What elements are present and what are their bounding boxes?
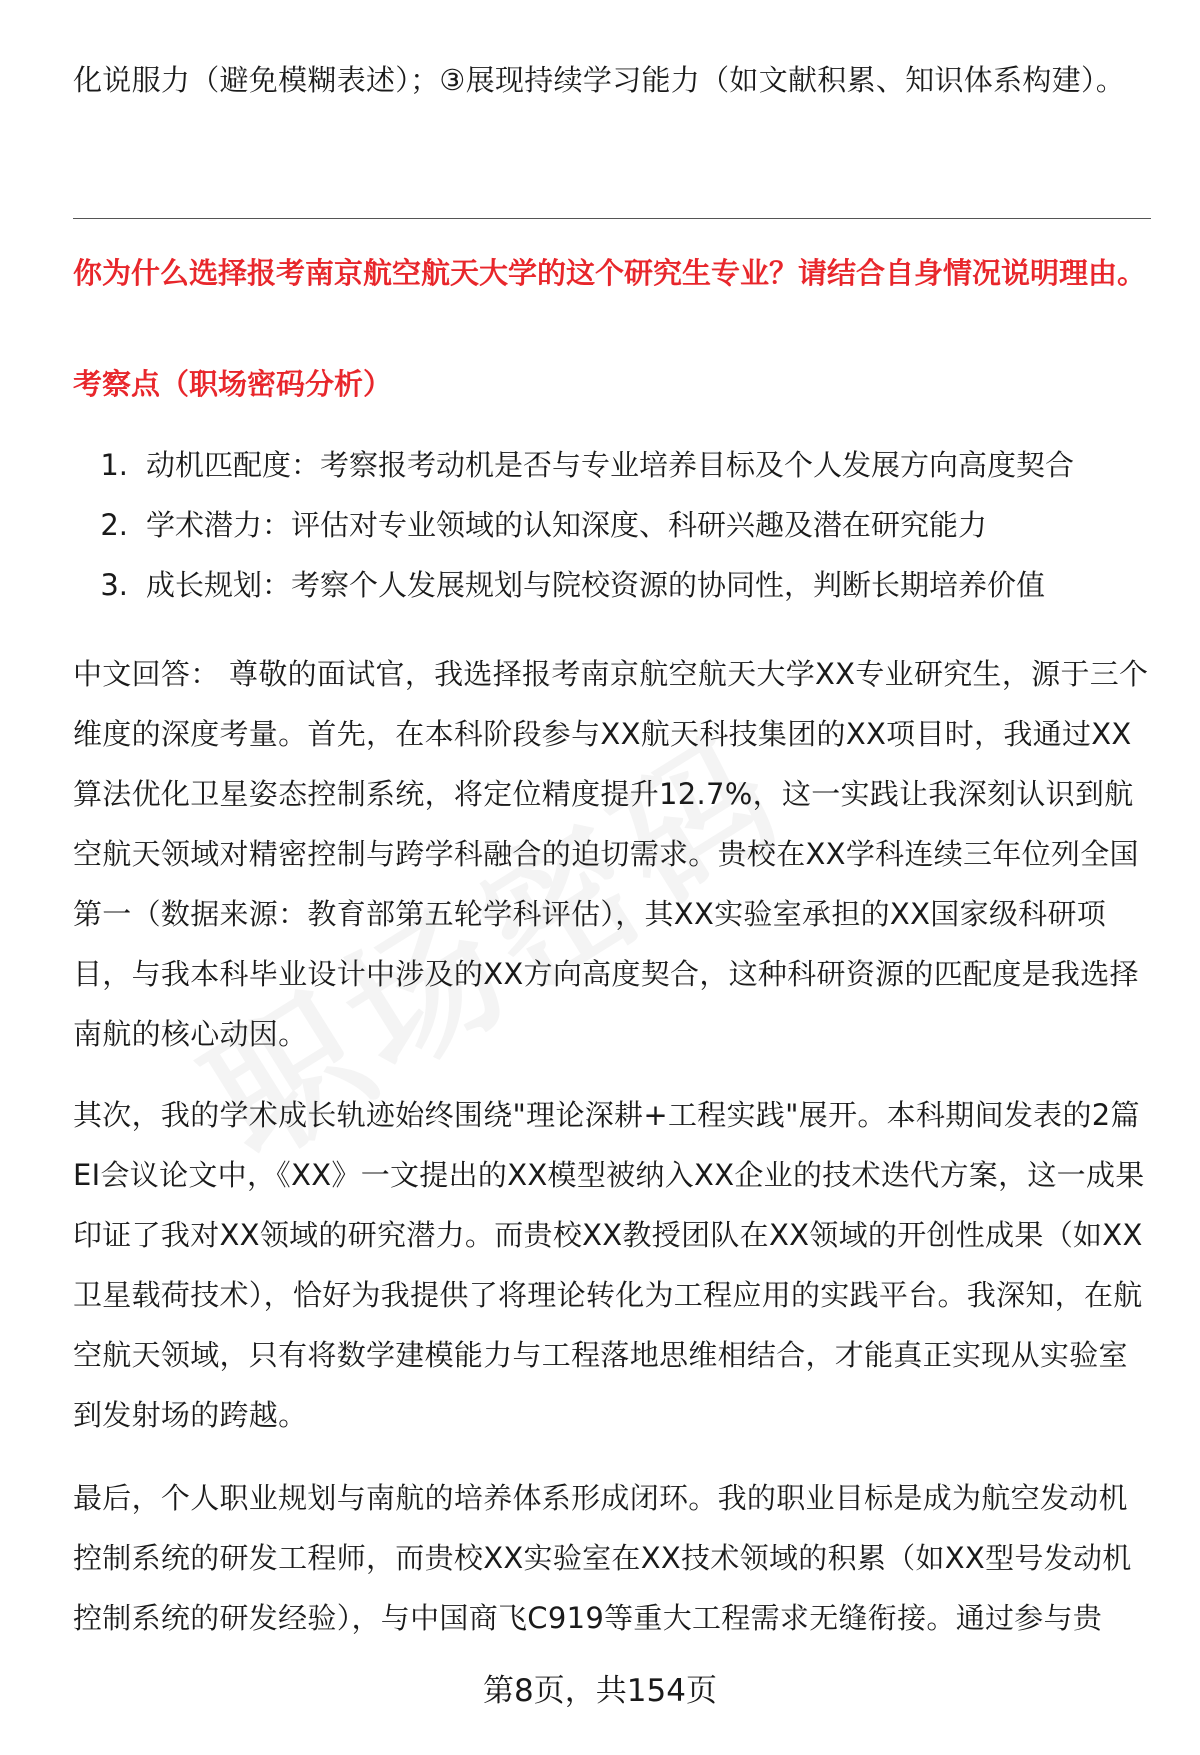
assessment-item	[73, 495, 1151, 555]
assessment-item	[73, 435, 1151, 495]
answer-paragraph-2: 其次，我的学术成长轨迹始终围绕"理论深耕+工程实践"展开。本科期间发表的2篇EI会议论文中，《XX》一文提出的XX模型被纳入XX企业的技术迭代方案，这一成果印证了我对XX领域的研究潜力。而贵校XX教授团队在XX领域的开创性成果（如XX卫星载荷技术），恰好为我提供了将理论转化为工程应用的实践平台。我深知，在航空航天领域，只有将数学建模能力与工程落地思维相结合，才能真正实现从实验室到发射场的跨越。	[73, 1098, 1145, 1432]
item-text: 成长规划：考察个人发展规划与院校资源的协同性，判断长期培养价值	[146, 568, 1046, 602]
interview-question: 你为什么选择报考南京航空航天大学的这个研究生专业？请结合自身情况说明理由。	[73, 256, 1147, 290]
item-number: 1.	[100, 448, 128, 482]
item-number: 2.	[100, 508, 128, 542]
answer-paragraph-1: 中文回答： 尊敬的面试官，我选择报考南京航空航天大学XX专业研究生，源于三个维度的深度考量。首先，在本科阶段参与XX航天科技集团的XX项目时，我通过XX算法优化卫星姿态控制系统，将定位精度提升12.7%，这一实践让我深刻认识到航空航天领域对精密控制与跨学科融合的迫切需求。贵校在XX学科连续三年位列全国第一（数据来源：教育部第五轮学科评估），其XX实验室承担的XX国家级科研项目，与我本科毕业设计中涉及的XX方向高度契合，这种科研资源的匹配度是我选择南航的核心动因。	[73, 657, 1149, 1051]
item-text: 学术潜力：评估对专业领域的认知深度、科研兴趣及潜在研究能力	[146, 508, 988, 542]
assessment-list	[73, 435, 1151, 615]
assessment-item	[73, 555, 1151, 615]
page-number: 第8页，共154页	[483, 1673, 717, 1709]
answer-paragraph-3: 最后，个人职业规划与南航的培养体系形成闭环。我的职业目标是成为航空发动机控制系统的研发工程师，而贵校XX实验室在XX技术领域的积累（如XX型号发动机控制系统的研发经验），与中国商飞C919等重大工程需求无缝衔接。通过参与贵	[73, 1481, 1132, 1635]
carryover-paragraph: 化说服力（避免模糊表述）；③展现持续学习能力（如文献积累、知识体系构建）。	[73, 63, 1126, 97]
item-number: 3.	[100, 568, 128, 602]
item-text: 动机匹配度：考察报考动机是否与专业培养目标及个人发展方向高度契合	[146, 448, 1075, 482]
section-divider	[73, 218, 1151, 219]
assessment-title: 考察点（职场密码分析）	[73, 367, 393, 401]
